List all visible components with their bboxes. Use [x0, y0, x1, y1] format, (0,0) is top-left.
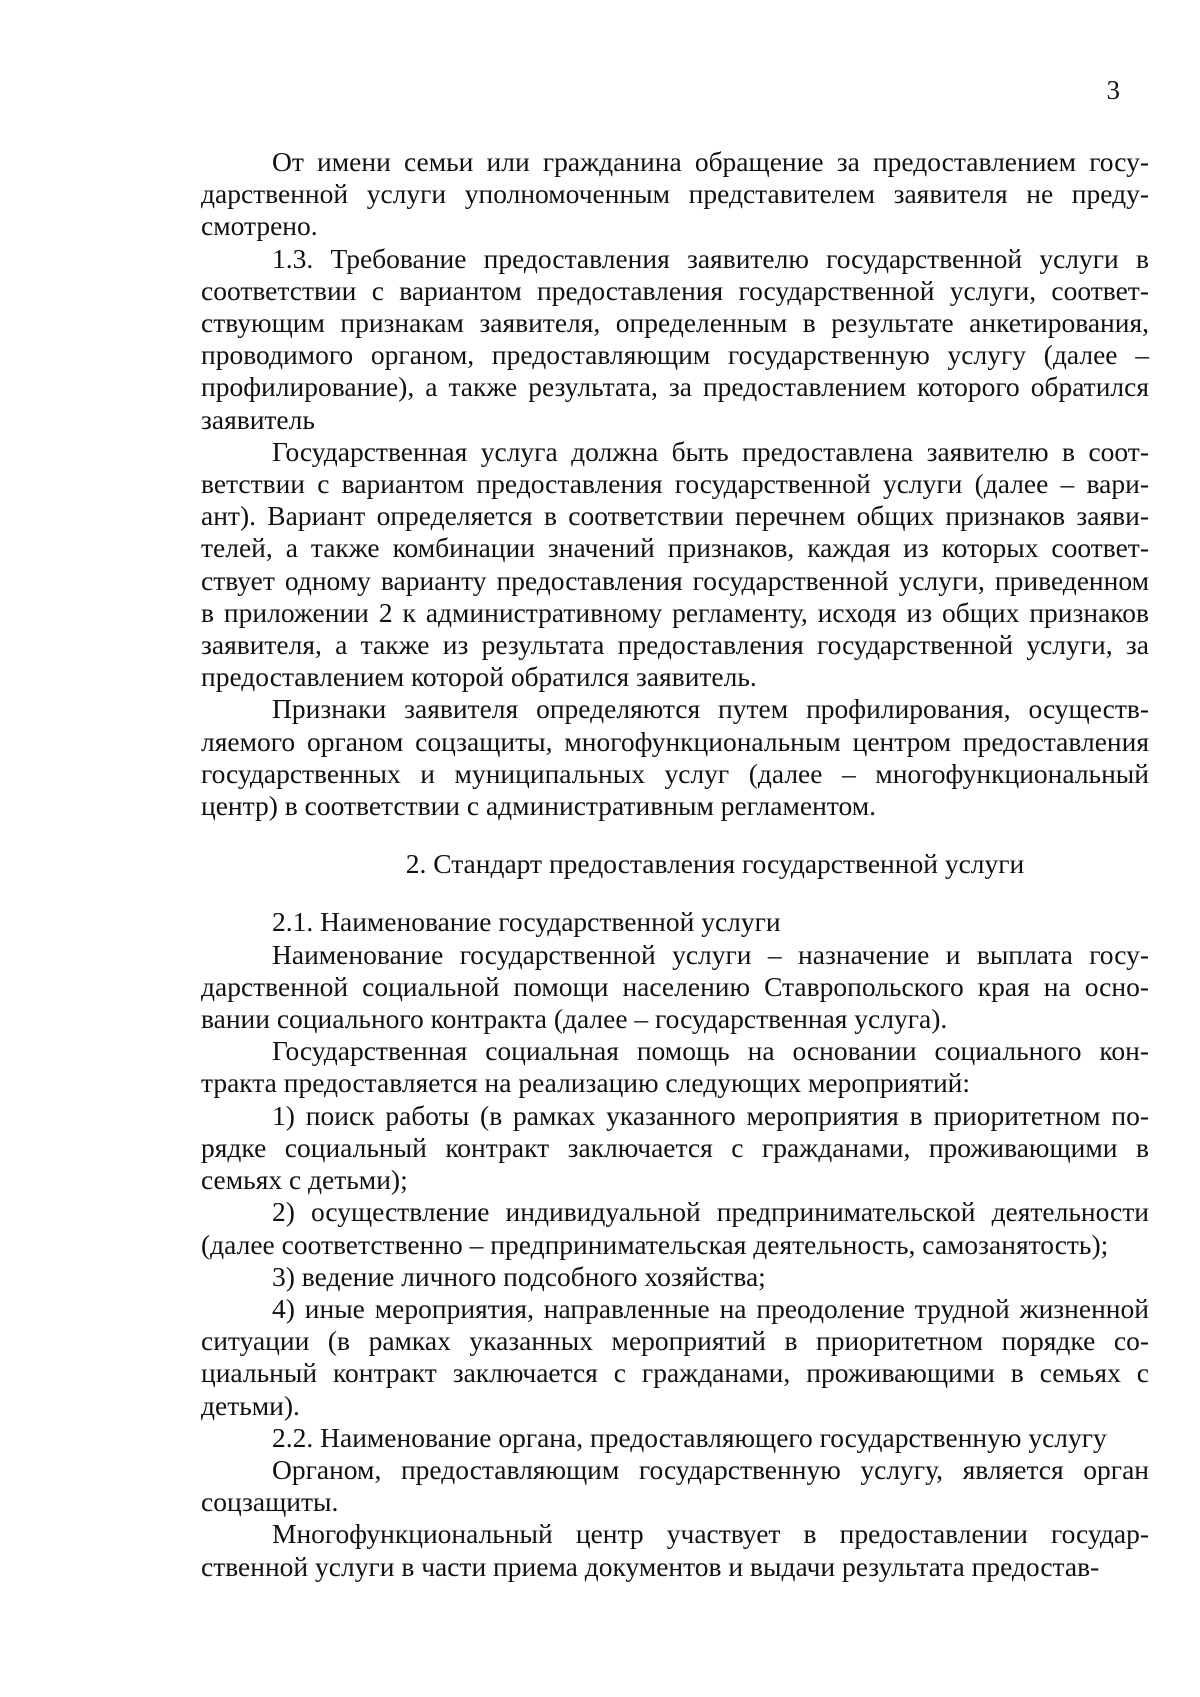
document-body — [201, 146, 1149, 1583]
paragraph: Государственная социальная помощь на основании социального контракта предоставляется на реализацию следующих мероприятий: — [201, 1035, 1149, 1099]
list-item: 2) осуществление индивидуальной предпринимательской деятельности (далее соответственно – предпринимательская деятельность, самозанятость); — [201, 1196, 1149, 1260]
list-item: 1) поиск работы (в рамках указанного мероприятия в приоритетном порядке социальный контракт заключается с гражданами, проживающими в семьях с детьми); — [201, 1099, 1149, 1196]
page-number: 3 — [1106, 75, 1120, 105]
subsection-title: 2.2. Наименование органа, предоставляющего государственную услугу — [272, 1421, 1107, 1453]
paragraph: Органом, предоставляющим государственную услугу, является орган соцзащиты. — [201, 1453, 1149, 1518]
subsection-title: 2.1. Наименование государственной услуги — [272, 906, 781, 938]
paragraph: Признаки заявителя определяются путем профилирования, осуществляемого органом соцзащиты, многофункциональным центром предоставления государственных и муниципальных услуг (далее – многофункциональный центр) в соответствии с административным регламентом. — [201, 693, 1149, 822]
paragraph: Наименование государственной услуги – назначение и выплата государственной социальной помощи населению Ставропольского края на основании социального контракта (далее – государственная услуга). — [201, 938, 1149, 1035]
paragraph: Многофункциональный центр участвует в предоставлении государственной услуги в части приема документов и выдачи результата предостав- — [201, 1518, 1149, 1582]
list-item: 3) ведение личного подсобного хозяйства; — [272, 1260, 766, 1292]
paragraph: От имени семьи или гражданина обращение за предоставлением государственной услуги уполномоченным представителем заявителя не предусмотрено. — [201, 146, 1149, 242]
section-heading: 2. Стандарт предоставления государственной услуги — [405, 848, 1025, 880]
list-item: 4) иные мероприятия, направленные на преодоление трудной жизненной ситуации (в рамках указанных мероприятий в приоритетном порядке социальный контракт заключается с гражданами, проживающими в семьях с детьми). — [201, 1292, 1149, 1421]
paragraph: Государственная услуга должна быть предоставлена заявителю в соответствии с вариантом предоставления государственной услуги (далее – вариант). Вариант определяется в соответствии перечнем общих признаков заявителей, а также комбинации значений признаков, каждая из которых соответствует одному варианту предоставления государственной услуги, приведенном в приложении 2 к административному регламенту, исходя из общих признаков заявителя, а также из результата предоставления государственной услуги, за предоставлением которой обратился заявитель. — [201, 435, 1149, 693]
paragraph: 1.3. Требование предоставления заявителю государственной услуги в соответствии с вариантом предоставления государственной услуги, соответствующим признакам заявителя, определенным в результате анкетирования, проводимого органом, предоставляющим государственную услугу (далее – профилирование), а также результата, за предоставлением которого обратился заявитель — [201, 242, 1149, 435]
